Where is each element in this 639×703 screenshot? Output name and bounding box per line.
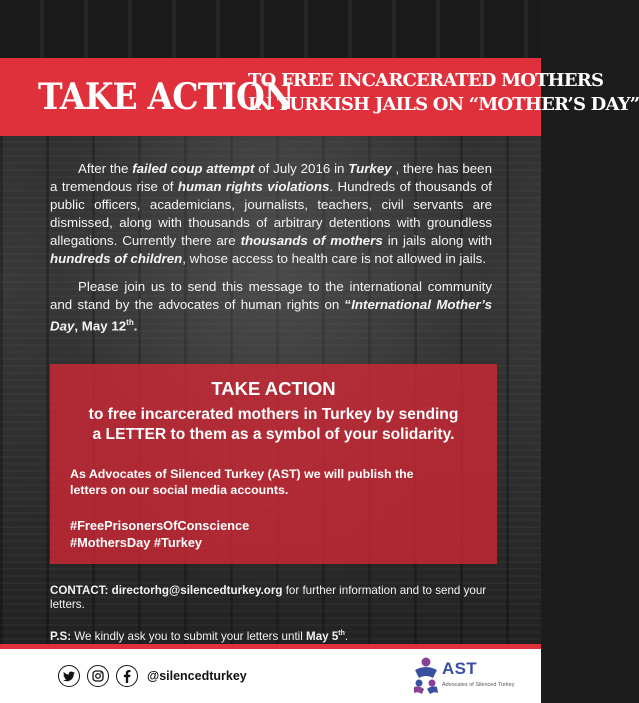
ps-end: . xyxy=(344,629,349,643)
ast-logo-subtext: Advocates of Silenced Turkey xyxy=(442,682,515,688)
action-sub-c: to them as a symbol of your solidarity. xyxy=(166,426,455,443)
contact-label: CONTACT: xyxy=(50,584,112,597)
ast-logo-mark xyxy=(411,656,441,696)
banner-subheadline xyxy=(248,69,639,117)
contact-info xyxy=(50,584,495,612)
intro-p2-sup: th xyxy=(126,318,134,327)
intro-emphasis: human rights violations xyxy=(177,179,330,194)
action-letter-word: LETTER xyxy=(105,426,167,443)
contact-rest: for further information and to send your letters. xyxy=(50,584,487,611)
hashtags xyxy=(70,517,480,551)
intro-text-run: . Hundreds of thousands of public officers, academicians, journalists, teachers, civil servants are dismissed, along with thousands of arbitrary detentions with groundless allegations. Currently there are xyxy=(50,179,493,248)
action-sub-a: a xyxy=(92,426,106,443)
action-description xyxy=(70,466,480,498)
top-texture-strip xyxy=(0,0,541,58)
instagram-icon[interactable] xyxy=(87,665,109,687)
ps-date: May 5 xyxy=(306,629,339,643)
ast-logo-text: AST xyxy=(442,659,477,678)
intro-text-run: of July 2016 in xyxy=(254,161,349,176)
intro-text-run: in jails along with xyxy=(382,233,493,248)
title-banner xyxy=(0,58,639,136)
social-handle[interactable]: @silencedturkey xyxy=(147,669,247,683)
intro-paragraph-2 xyxy=(50,278,492,335)
twitter-icon[interactable] xyxy=(58,665,80,687)
ps-sup: th xyxy=(338,630,345,637)
intro-p2-quote: “ xyxy=(344,297,352,312)
footer xyxy=(0,649,541,703)
banner-sub-line-1: TO FREE INCARCERATED MOTHERS xyxy=(248,70,604,91)
ps-text: We kindly ask you to submit your letters until xyxy=(71,629,307,643)
hashtag-2: #MothersDay #Turkey xyxy=(70,535,203,550)
intro-p2-main: Please join us to send this message to the international community and stand by the advocates of human rights on xyxy=(50,279,492,312)
facebook-icon[interactable] xyxy=(116,665,138,687)
intro-emphasis: hundreds of children xyxy=(50,251,183,266)
intro-text xyxy=(50,160,492,335)
intro-p2-event: International Mother’s Day xyxy=(50,297,492,334)
action-title: TAKE ACTION xyxy=(211,378,336,399)
intro-text-run: , there has been a tremendous rise of xyxy=(50,161,492,194)
social-links xyxy=(58,665,247,687)
action-desc-line-1: As Advocates of Silenced Turkey (AST) we will publish the xyxy=(70,467,414,481)
contact-email[interactable]: directorhg@silencedturkey.org xyxy=(111,584,283,597)
action-sub-line-1: to free incarcerated mothers in Turkey by sending xyxy=(88,406,459,423)
intro-text-run: , whose access to health care is not allowed in jails. xyxy=(182,251,487,266)
action-sub-line-2 xyxy=(50,425,497,445)
action-desc-line-2: letters on our social media accounts. xyxy=(70,483,289,497)
intro-emphasis: failed coup attempt xyxy=(132,161,255,176)
hashtag-1: #FreePrisonersOfConscience xyxy=(70,518,250,533)
intro-emphasis: thousands of mothers xyxy=(240,233,383,248)
intro-paragraph-1 xyxy=(50,160,492,268)
banner-sub-line-2: IN TURKISH JAILS ON “MOTHER’S DAY” xyxy=(248,94,639,115)
postscript xyxy=(50,627,495,644)
intro-p2-date: , May 12 xyxy=(74,318,127,334)
action-subtitle xyxy=(50,405,497,445)
ps-label: P.S: xyxy=(50,629,72,643)
take-action-box xyxy=(50,364,497,564)
ast-logo xyxy=(411,656,531,698)
intro-p2-end: . xyxy=(133,318,138,334)
intro-text-run: After the xyxy=(78,161,133,176)
banner-headline: TAKE ACTION xyxy=(38,76,294,118)
intro-emphasis: Turkey xyxy=(348,161,392,176)
